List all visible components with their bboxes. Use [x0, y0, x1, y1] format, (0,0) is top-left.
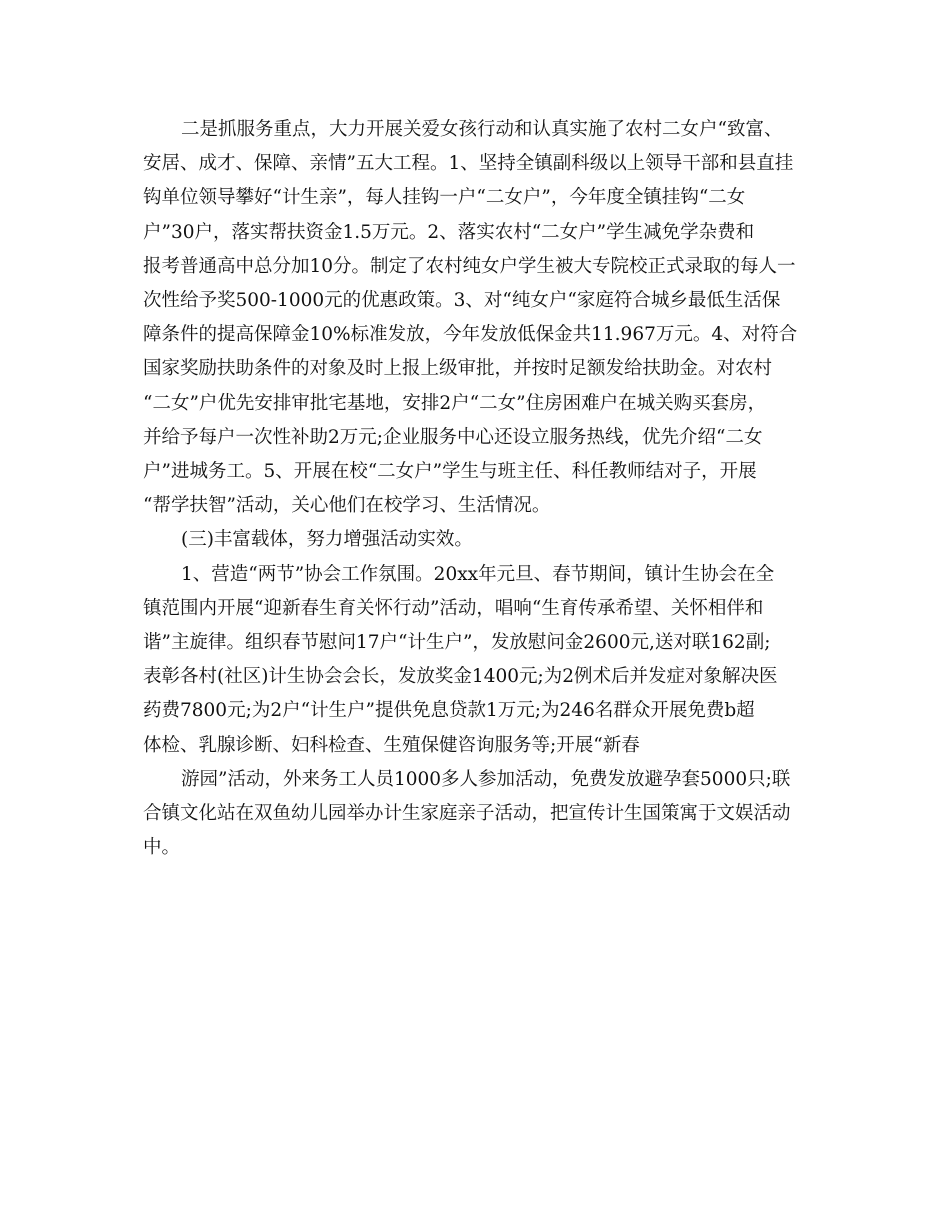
text-line: 合镇文化站在双鱼幼儿园举办计生家庭亲子活动，把宣传计生国策寓于文娱活动 — [143, 803, 791, 825]
text-line: 并给予每户一次性补助2万元;企业服务中心还设立服务热线，优先介绍“二女 — [143, 426, 763, 448]
text-line: “帮学扶智”活动，关心他们在校学习、生活情况。 — [143, 495, 551, 517]
text-line: 户”30户，落实帮扶资金1.5万元。2、落实农村“二女户”学生减免学杂费和 — [143, 221, 755, 243]
text-line: 表彰各村(社区)计生协会会长，发放奖金1400元;为2例术后并发症对象解决医 — [143, 666, 778, 688]
text-line: 安居、成才、保障、亲情”五大工程。1、坚持全镇副科级以上领导干部和县直挂 — [143, 153, 794, 175]
text-line: 障条件的提高保障金10%标准发放，今年发放低保金共11.967万元。4、对符合 — [143, 324, 798, 346]
text-line: 户”进城务工。5、开展在校“二女户”学生与班主任、科任教师结对子，开展 — [143, 461, 757, 483]
text-line: 体检、乳腺诊断、妇科检查、生殖保健咨询服务等;开展“新春 — [143, 734, 640, 756]
text-line: 报考普通高中总分加10分。制定了农村纯女户学生被大专院校正式录取的每人一 — [143, 255, 796, 277]
heading-text: (三)丰富载体，努力增强活动实效。 — [181, 529, 473, 551]
paragraph-service-focus — [143, 113, 811, 523]
paragraph-garden-activity — [143, 763, 811, 866]
text-line: “二女”户优先安排审批宅基地，安排2户“二女”住房困难户在城关购买套房， — [143, 392, 767, 414]
text-line: 1、营造“两节”协会工作氛围。20xx年元旦、春节期间，镇计生协会在全 — [181, 563, 775, 585]
text-line: 二是抓服务重点，大力开展关爱女孩行动和认真实施了农村二女户“致富、 — [181, 119, 783, 140]
text-line: 钩单位领导攀好“计生亲”，每人挂钩一户“二女户”，今年度全镇挂钩“二女 — [143, 187, 746, 209]
paragraph-two-festivals — [143, 558, 811, 763]
text-line: 游园”活动，外来务工人员1000多人参加活动，免费发放避孕套5000只;联 — [181, 768, 791, 790]
text-line: 国家奖励扶助条件的对象及时上报上级审批，并按时足额发给扶助金。对农村 — [143, 358, 773, 380]
text-line: 镇范围内开展“迎新春生育关怀行动”活动，唱响“生育传承希望、关怀相伴和 — [143, 597, 764, 619]
text-line: 药费7800元;为2户“计生户”提供免息贷款1万元;为246名群众开展免费b超 — [143, 700, 755, 722]
section-heading — [143, 523, 811, 557]
text-line: 谐”主旋律。组织春节慰问17户“计生户”，发放慰问金2600元,送对联162副; — [143, 632, 771, 654]
document-body — [143, 113, 811, 865]
text-line: 中。 — [143, 837, 181, 859]
text-line: 次性给予奖500-1000元的优惠政策。3、对“纯女户“家庭符合城乡最低生活保 — [143, 290, 781, 312]
